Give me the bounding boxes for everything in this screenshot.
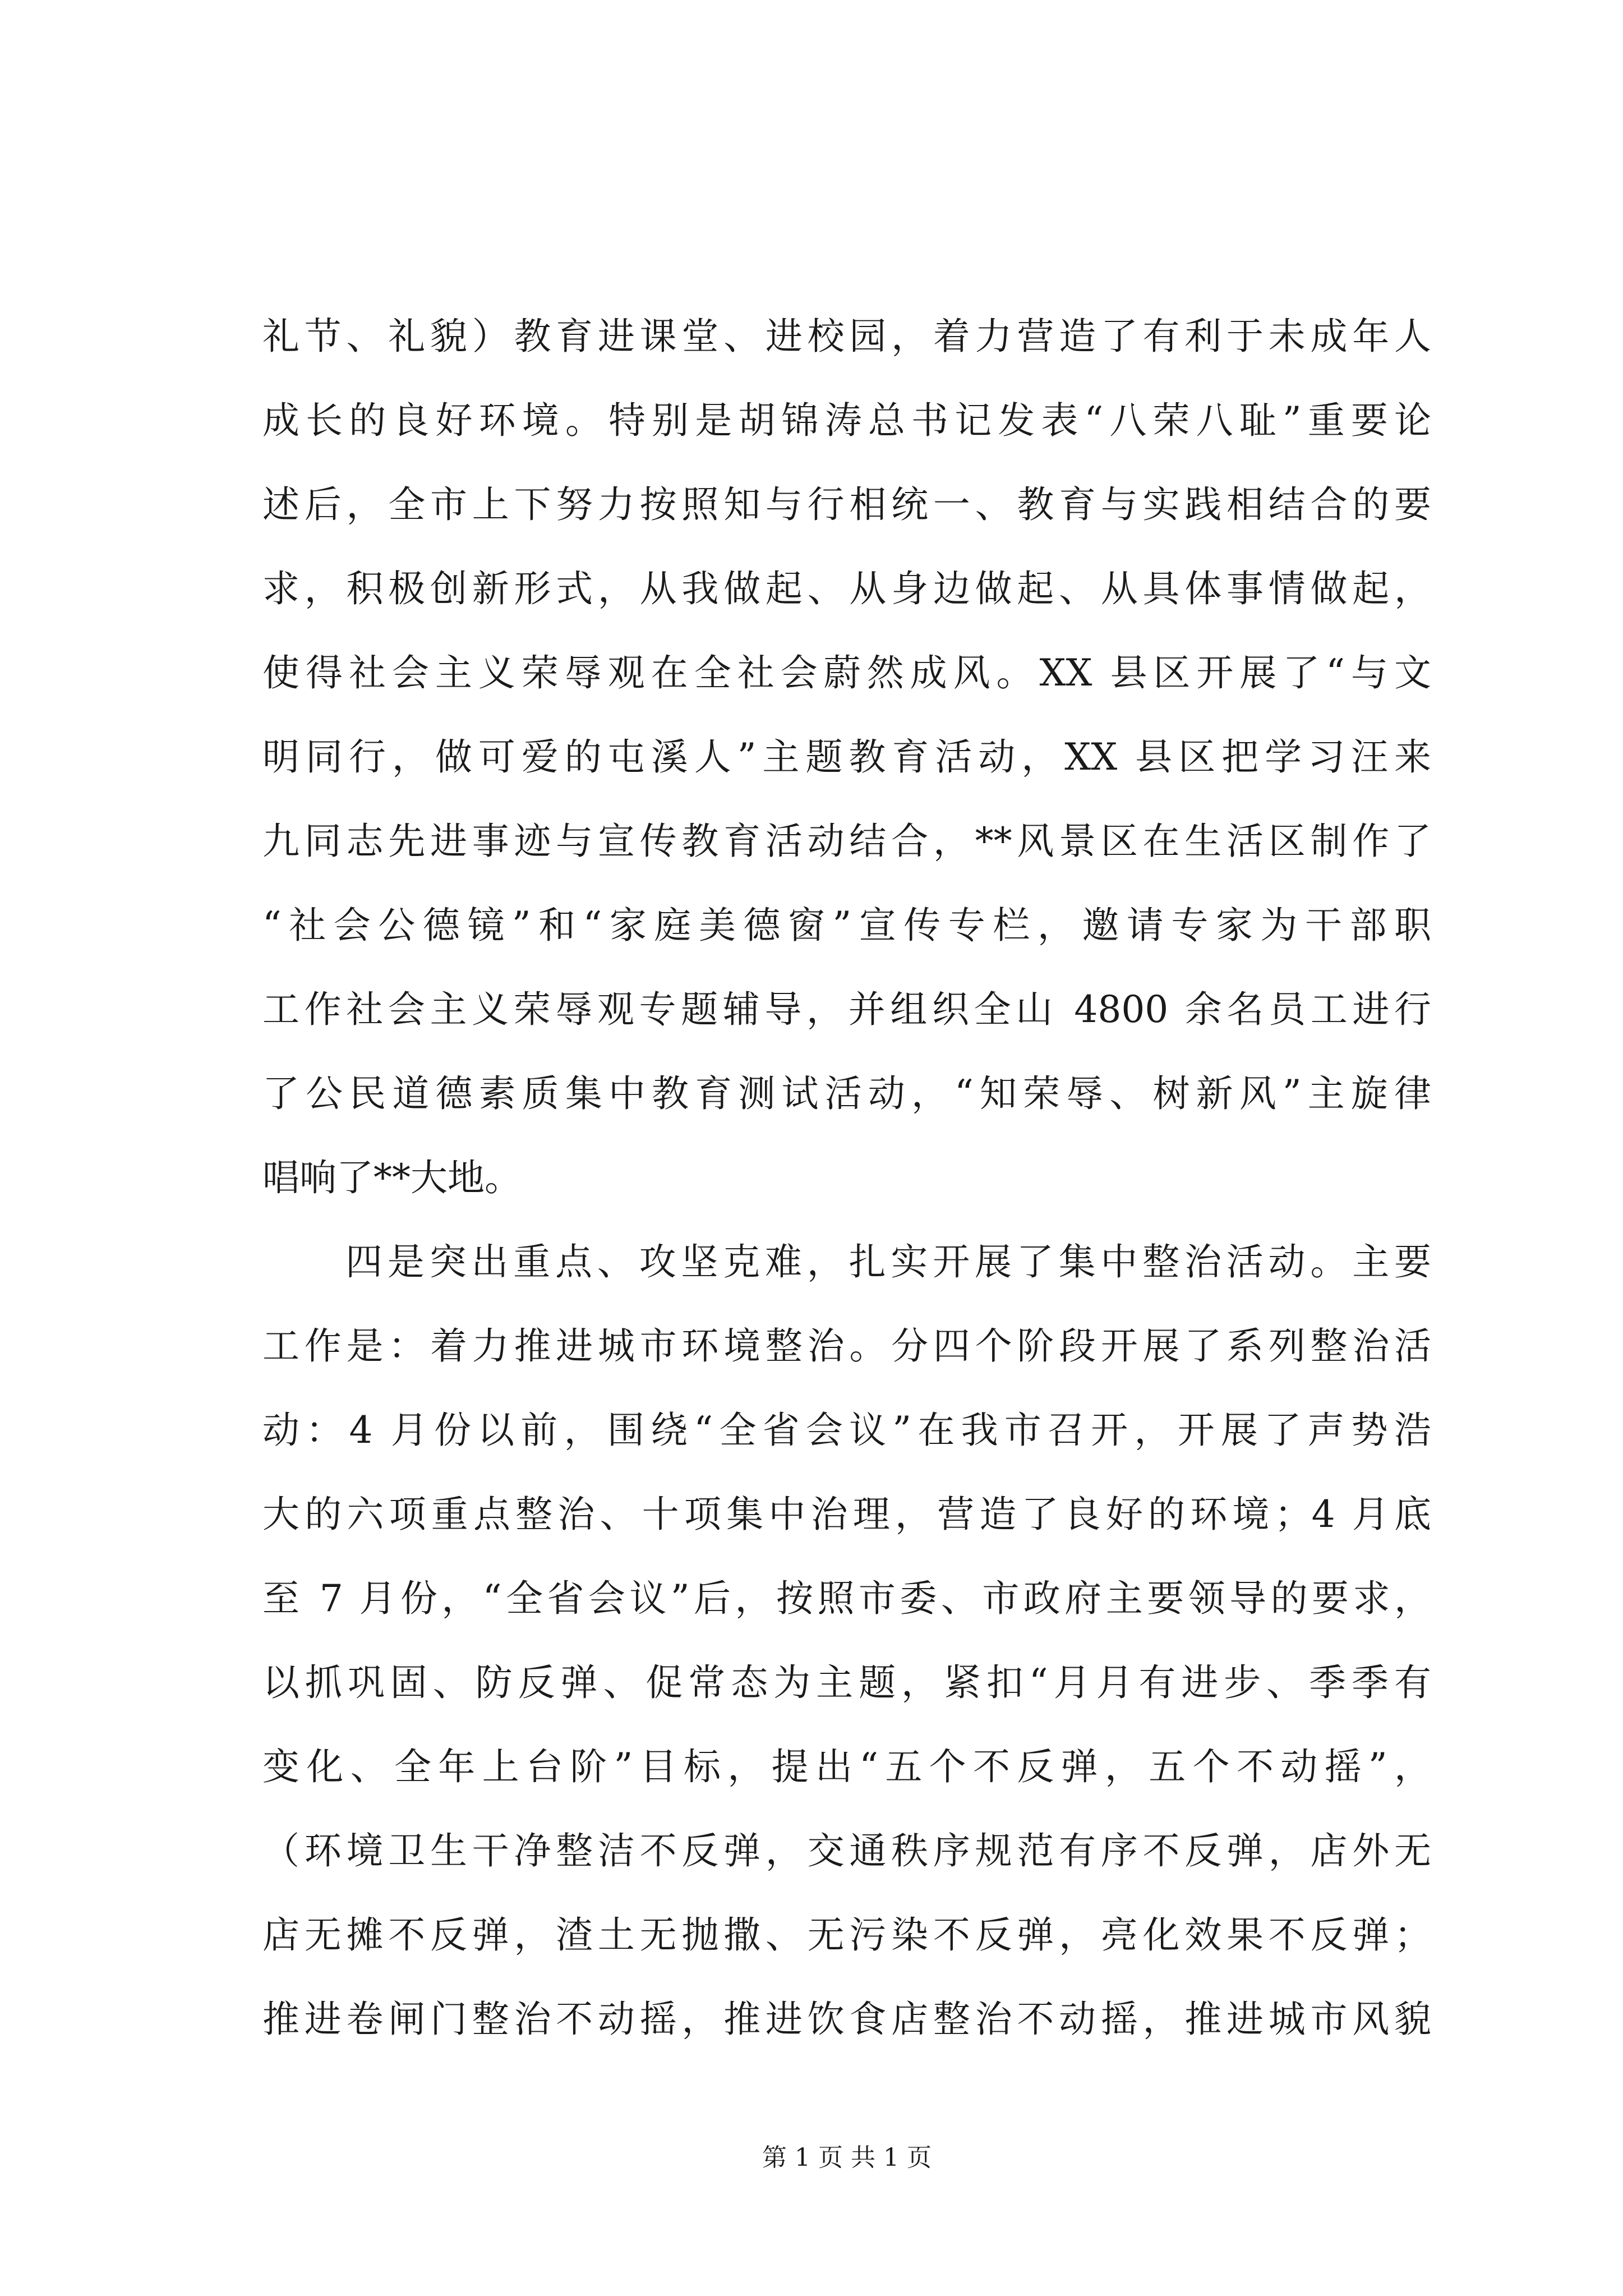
text-line: 述后，全市上下努力按照知与行相统一、教育与实践相结合的要 [262,483,1431,526]
text-line: （环境卫生干净整洁不反弹，交通秩序规范有序不反弹，店外无 [262,1829,1431,1872]
page-footer [262,2140,1431,2176]
text-line: 礼节、礼貌）教育进课堂、进校园，着力营造了有利于未成年人 [262,315,1431,358]
text-line: 店无摊不反弹，渣土无抛撒、无污染不反弹，亮化效果不反弹； [262,1913,1431,1957]
text-line: “社会公德镜”和“家庭美德窗”宣传专栏，邀请专家为干部职 [262,904,1431,947]
text-line: 工作社会主义荣辱观专题辅导，并组织全山 4800 余名员工进行 [262,988,1431,1031]
text-line: 成长的良好环境。特别是胡锦涛总书记发表“八荣八耻”重要论 [262,399,1431,442]
text-line: 至 7 月份，“全省会议”后，按照市委、市政府主要领导的要求， [262,1577,1431,1620]
text-line: 使得社会主义荣辱观在全社会蔚然成风。XX 县区开展了“与文 [262,651,1431,694]
text-line: 了公民道德素质集中教育测试活动，“知荣辱、树新风”主旋律 [262,1072,1431,1115]
text-line: 明同行，做可爱的屯溪人”主题教育活动，XX 县区把学习汪来 [262,735,1431,779]
text-line: 九同志先进事迹与宣传教育活动结合，**风景区在生活区制作了 [262,820,1431,863]
text-line: 唱响了**大地。 [262,1156,522,1199]
page-number-label: 第 1 页 共 1 页 [762,2143,932,2172]
text-line: 以抓巩固、防反弹、促常态为主题，紧扣“月月有进步、季季有 [262,1661,1431,1704]
text-line: 大的六项重点整治、十项集中治理，营造了良好的环境；4 月底 [262,1493,1431,1536]
text-line: 动：4 月份以前，围绕“全省会议”在我市召开，开展了声势浩 [262,1409,1431,1452]
document-body [262,295,1431,2062]
paragraph-2 [262,1220,1431,2062]
text-line: 工作是：着力推进城市环境整治。分四个阶段开展了系列整治活 [262,1324,1431,1368]
paragraph-1 [262,295,1431,1220]
text-line: 四是突出重点、攻坚克难，扎实开展了集中整治活动。主要 [345,1240,1431,1283]
text-line: 变化、全年上台阶”目标，提出“五个不反弹，五个不动摇”， [262,1745,1431,1788]
text-line: 求，积极创新形式，从我做起、从身边做起、从具体事情做起， [262,567,1431,610]
text-line: 推进卷闸门整治不动摇，推进饮食店整治不动摇，推进城市风貌 [262,1998,1431,2041]
